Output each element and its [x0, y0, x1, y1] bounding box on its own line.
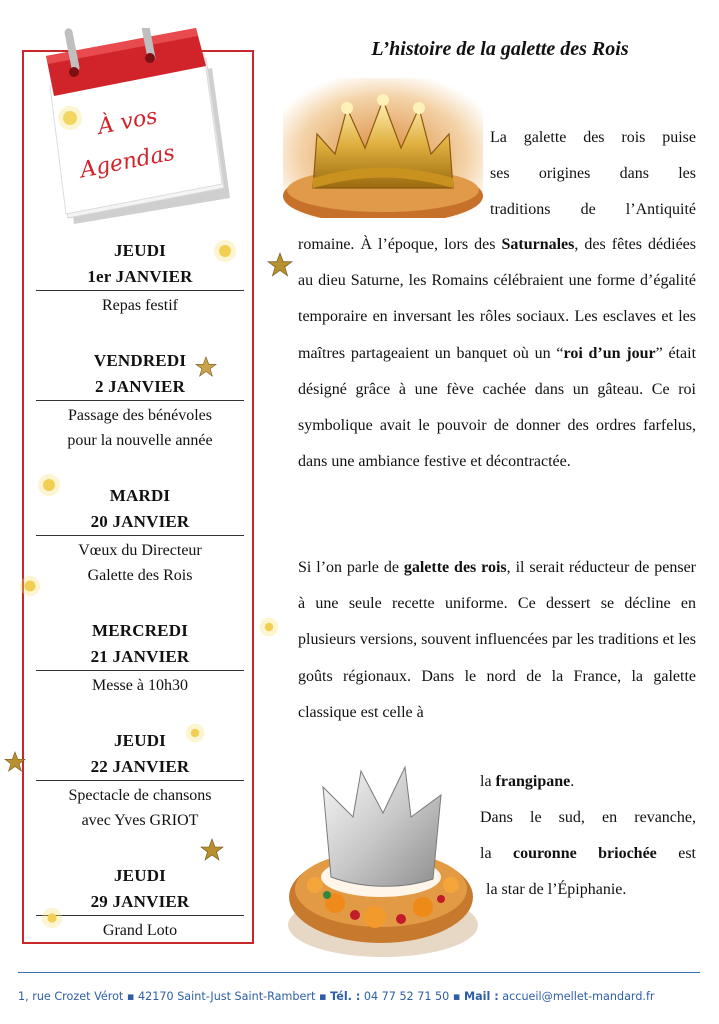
paragraph-1 — [298, 227, 696, 480]
footer-city: 42170 Saint-Just Saint-Rambert — [138, 990, 316, 1003]
event-day: VENDREDI — [93, 351, 187, 370]
paragraph-3 — [480, 764, 696, 800]
footer-address: 1, rue Crozet Vérot — [18, 990, 124, 1003]
bullet-icon: ▪ — [318, 990, 327, 1003]
bullet-icon: ▪ — [452, 990, 461, 1003]
event-date: 29 JANVIER — [90, 892, 190, 911]
text-span: , des fêtes dédiées au dieu Saturne, les Romains célébraient une forme d’égalité temporaire en inversant les rôles sociaux. Les esclaves et les maîtres partageaient un banquet où un “ — [298, 236, 696, 362]
crown-galette-image — [283, 78, 483, 218]
paragraph-1-wrap — [490, 120, 696, 229]
text-span: la — [480, 845, 513, 863]
sparkle-icon — [36, 472, 62, 498]
bold-term: frangipane — [495, 773, 571, 790]
bold-term: galette des rois — [403, 559, 507, 576]
couronne-briochee-image — [283, 757, 478, 962]
sparkle-icon — [40, 906, 64, 930]
event-6 — [36, 863, 244, 943]
event-desc: Grand Loto — [102, 922, 178, 939]
text-line: La galette des rois puise — [490, 129, 696, 146]
text-line: la star de l’Épiphanie. — [486, 881, 627, 898]
event-day: JEUDI — [113, 731, 166, 750]
event-divider — [36, 780, 244, 781]
text-span: Si l’on parle de — [298, 559, 404, 576]
sparkle-icon — [18, 574, 42, 598]
text-line: traditions de l’Antiquité — [490, 201, 696, 219]
event-4 — [36, 618, 244, 698]
event-date: 22 JANVIER — [90, 757, 190, 776]
event-desc: Vœux du Directeur — [78, 542, 202, 559]
text-line: Dans le sud, en revanche, — [480, 809, 696, 826]
footer-tel: 04 77 52 71 50 — [363, 990, 450, 1003]
star-icon — [200, 838, 224, 862]
event-desc: pour la nouvelle année — [67, 432, 213, 449]
event-day: MERCREDI — [91, 621, 189, 640]
star-icon — [267, 252, 293, 278]
text-span: la — [480, 773, 496, 790]
text-line — [480, 836, 696, 872]
event-desc: Repas festif — [102, 297, 178, 314]
bullet-icon: ▪ — [126, 990, 135, 1003]
footer-contact — [18, 990, 708, 1003]
event-5 — [36, 728, 244, 833]
star-icon — [4, 751, 26, 773]
text-span: , il serait réducteur de penser à une seule recette uniforme. Ce dessert se décline en plusieurs versions, souvent influencées par les traditions et les goûts régionaux. Dans le nord de la France, la galette classique est celle à — [298, 559, 696, 721]
sparkle-icon — [212, 238, 238, 264]
event-divider — [36, 400, 244, 401]
paragraph-2 — [298, 550, 696, 731]
footer-divider — [18, 972, 700, 973]
bold-term: Saturnales — [501, 236, 575, 253]
sparkle-icon — [184, 722, 206, 744]
footer-mail-link[interactable]: accueil@mellet-mandard.fr — [502, 990, 655, 1003]
paragraph-4 — [480, 800, 696, 872]
event-day: MARDI — [109, 486, 171, 505]
paragraph-4-end — [486, 872, 696, 908]
event-desc: Galette des Rois — [87, 567, 193, 584]
event-divider — [36, 535, 244, 536]
text-span: ” était désigné grâce à une fève cachée dans un gâteau. Ce roi symbolique avait le pouvoir de donner des ordres farfelus, dans une ambiance festive et décontractée. — [298, 344, 697, 471]
text-span: est — [656, 845, 696, 863]
event-date: 21 JANVIER — [90, 647, 190, 666]
footer-tel-label: Tél. : — [330, 990, 361, 1003]
bold-term: roi d’un jour — [563, 344, 656, 362]
calendar-icon — [40, 28, 230, 228]
event-divider — [36, 290, 244, 291]
event-date: 2 JANVIER — [94, 377, 186, 396]
calendar-text-line2: Agendas — [78, 140, 177, 184]
footer-mail-label: Mail : — [463, 990, 499, 1003]
event-day: JEUDI — [113, 241, 166, 260]
event-date: 20 JANVIER — [90, 512, 190, 531]
event-desc: Passage des bénévoles — [68, 407, 212, 424]
event-divider — [36, 915, 244, 916]
event-3 — [36, 483, 244, 588]
bold-term: couronne briochée — [512, 845, 657, 863]
calendar-text-line1: À vos — [95, 103, 160, 140]
event-day: JEUDI — [113, 866, 166, 885]
article-title: L’histoire de la galette des Rois — [371, 38, 629, 60]
event-divider — [36, 670, 244, 671]
event-date: 1er JANVIER — [87, 267, 193, 286]
text-line: ses origines dans les — [490, 165, 696, 183]
sparkle-icon — [258, 616, 280, 638]
star-icon — [195, 356, 217, 378]
event-desc: Spectacle de chansons — [68, 787, 212, 804]
text-span: romaine. À l’époque, lors des — [298, 236, 502, 253]
event-desc: avec Yves GRIOT — [81, 812, 199, 829]
event-desc: Messe à 10h30 — [92, 677, 188, 694]
text-span: . — [570, 773, 575, 790]
